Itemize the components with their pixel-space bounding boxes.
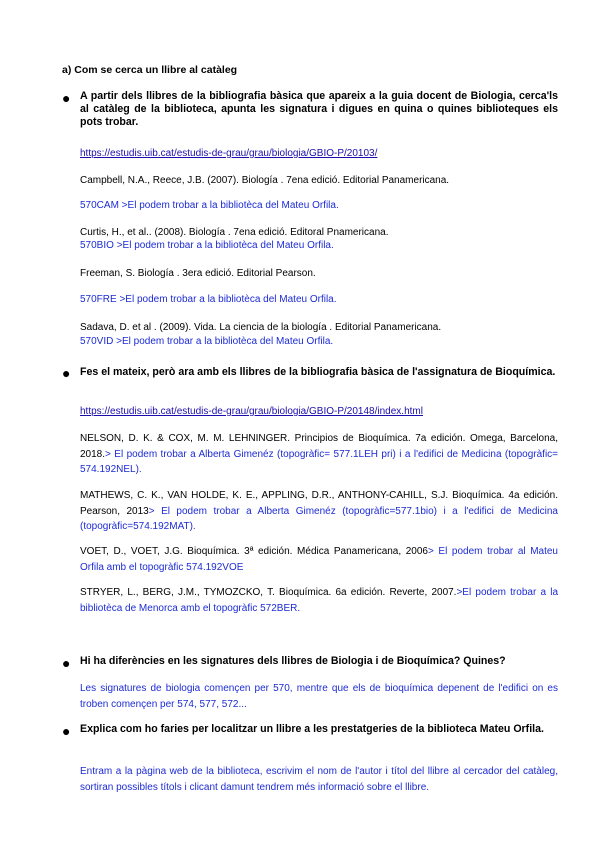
question-2: Fes el mateix, però ara amb els llibres de la bibliografia bàsica de l'assignatura de Bioquímica. <box>80 366 556 378</box>
bioquimica-guide-link[interactable]: https://estudis.uib.cat/estudis-de-grau/grau/biologia/GBIO-P/20148/index.html <box>80 406 423 417</box>
bullet-4: ● <box>62 723 71 739</box>
book-location: > El podem trobar a Alberta Gimenéz (topogràfic= 577.1LEH pri) i a l'edifici de Medicina (topogràfic= 574.192NEL). <box>80 448 558 475</box>
book-citation: Freeman, S. Biología . 3era edició. Editorial Pearson. <box>80 268 316 279</box>
book-citation: VOET, D., VOET, J.G. Bioquímica. 3ª edición. Médica Panamericana, 2006 <box>80 546 428 557</box>
book-citation: MATHEWS, C. K., VAN HOLDE, K. E., APPLING, D.R., ANTHONY-CAHILL, S.J. Bioquímica. 4a edición. Pearson, 2013 <box>80 490 558 517</box>
question-3: Hi ha diferències en les signatures dels llibres de Biologia i de Bioquímica? Quines? <box>80 655 506 667</box>
question-1: A partir dels llibres de la bibliografia bàsica que apareix a la guia docent de Biologia, cerca'ls al catàleg de la biblioteca, apunta les signatura i digues en quina o quines biblioteques els pots trobar. <box>80 90 558 128</box>
book-location: 570VID >El podem trobar a la bibliotèca del Mateu Orfila. <box>80 336 334 347</box>
answer-4: Entram a la pàgina web de la biblioteca, escrivim el nom de l'autor i títol del llibre al cercador del catàleg, sortiran possibles títols i clicant damunt tendrem més informació sobre el llibre. <box>80 766 558 793</box>
book-location: > El podem trobar al Mateu Orfila amb el topogràfic 574.192VOE <box>80 546 558 573</box>
book-entry <box>80 488 558 535</box>
section-heading: a) Com se cerca un llibre al catàleg <box>62 64 238 76</box>
book-citation: Campbell, N.A., Reece, J.B. (2007). Biología . 7ena edició. Editorial Panamericana. <box>80 175 450 186</box>
book-entry <box>80 431 558 478</box>
book-location: > El podem trobar a Alberta Gimenéz (topogràfic=577.1bio) i a l'edifici de Medicina (topogràfic=574.192MAT). <box>80 505 558 532</box>
bullet-3: ● <box>62 655 71 671</box>
biologia-guide-link[interactable]: https://estudis.uib.cat/estudis-de-grau/grau/biologia/GBIO-P/20103/ <box>80 148 378 159</box>
book-citation: NELSON, D. K. & COX, M. M. LEHNINGER. Principios de Bioquímica. 7a edición. Omega, Barcelona, 2018. <box>80 433 558 460</box>
answer-3: Les signatures de biologia començen per 570, mentre que els de bioquímica depenent de l'edifici on es troben començen per 574, 577, 572... <box>80 683 558 710</box>
bullet-1: ● <box>62 90 71 106</box>
bullet-2: ● <box>62 365 71 381</box>
question-4: Explica com ho faries per localitzar un llibre a les prestatgeries de la biblioteca Mateu Orfila. <box>80 723 544 735</box>
book-entry <box>80 585 558 616</box>
book-location: >El podem trobar a la bibliotèca de Menorca amb el topogràfic 572BER. <box>80 587 559 614</box>
book-location: 570BIO >El podem trobar a la bibliotèca del Mateu Orfila. <box>80 240 334 251</box>
book-citation: Curtis, H., et al.. (2008). Biología . 7ena edició. Editoral Pnamericana. <box>80 227 389 238</box>
book-location: 570CAM >El podem trobar a la bibliotèca del Mateu Orfila. <box>80 200 339 211</box>
book-citation: Sadava, D. et al . (2009). Vida. La ciencia de la biología . Editorial Panamericana. <box>80 322 442 333</box>
book-citation: STRYER, L., BERG, J.M., TYMOZCKO, T. Bioquímica. 6a edición. Reverte, 2007. <box>80 587 457 598</box>
book-entry <box>80 544 558 575</box>
book-location: 570FRE >El podem trobar a la bibliotèca del Mateu Orfila. <box>80 294 337 305</box>
